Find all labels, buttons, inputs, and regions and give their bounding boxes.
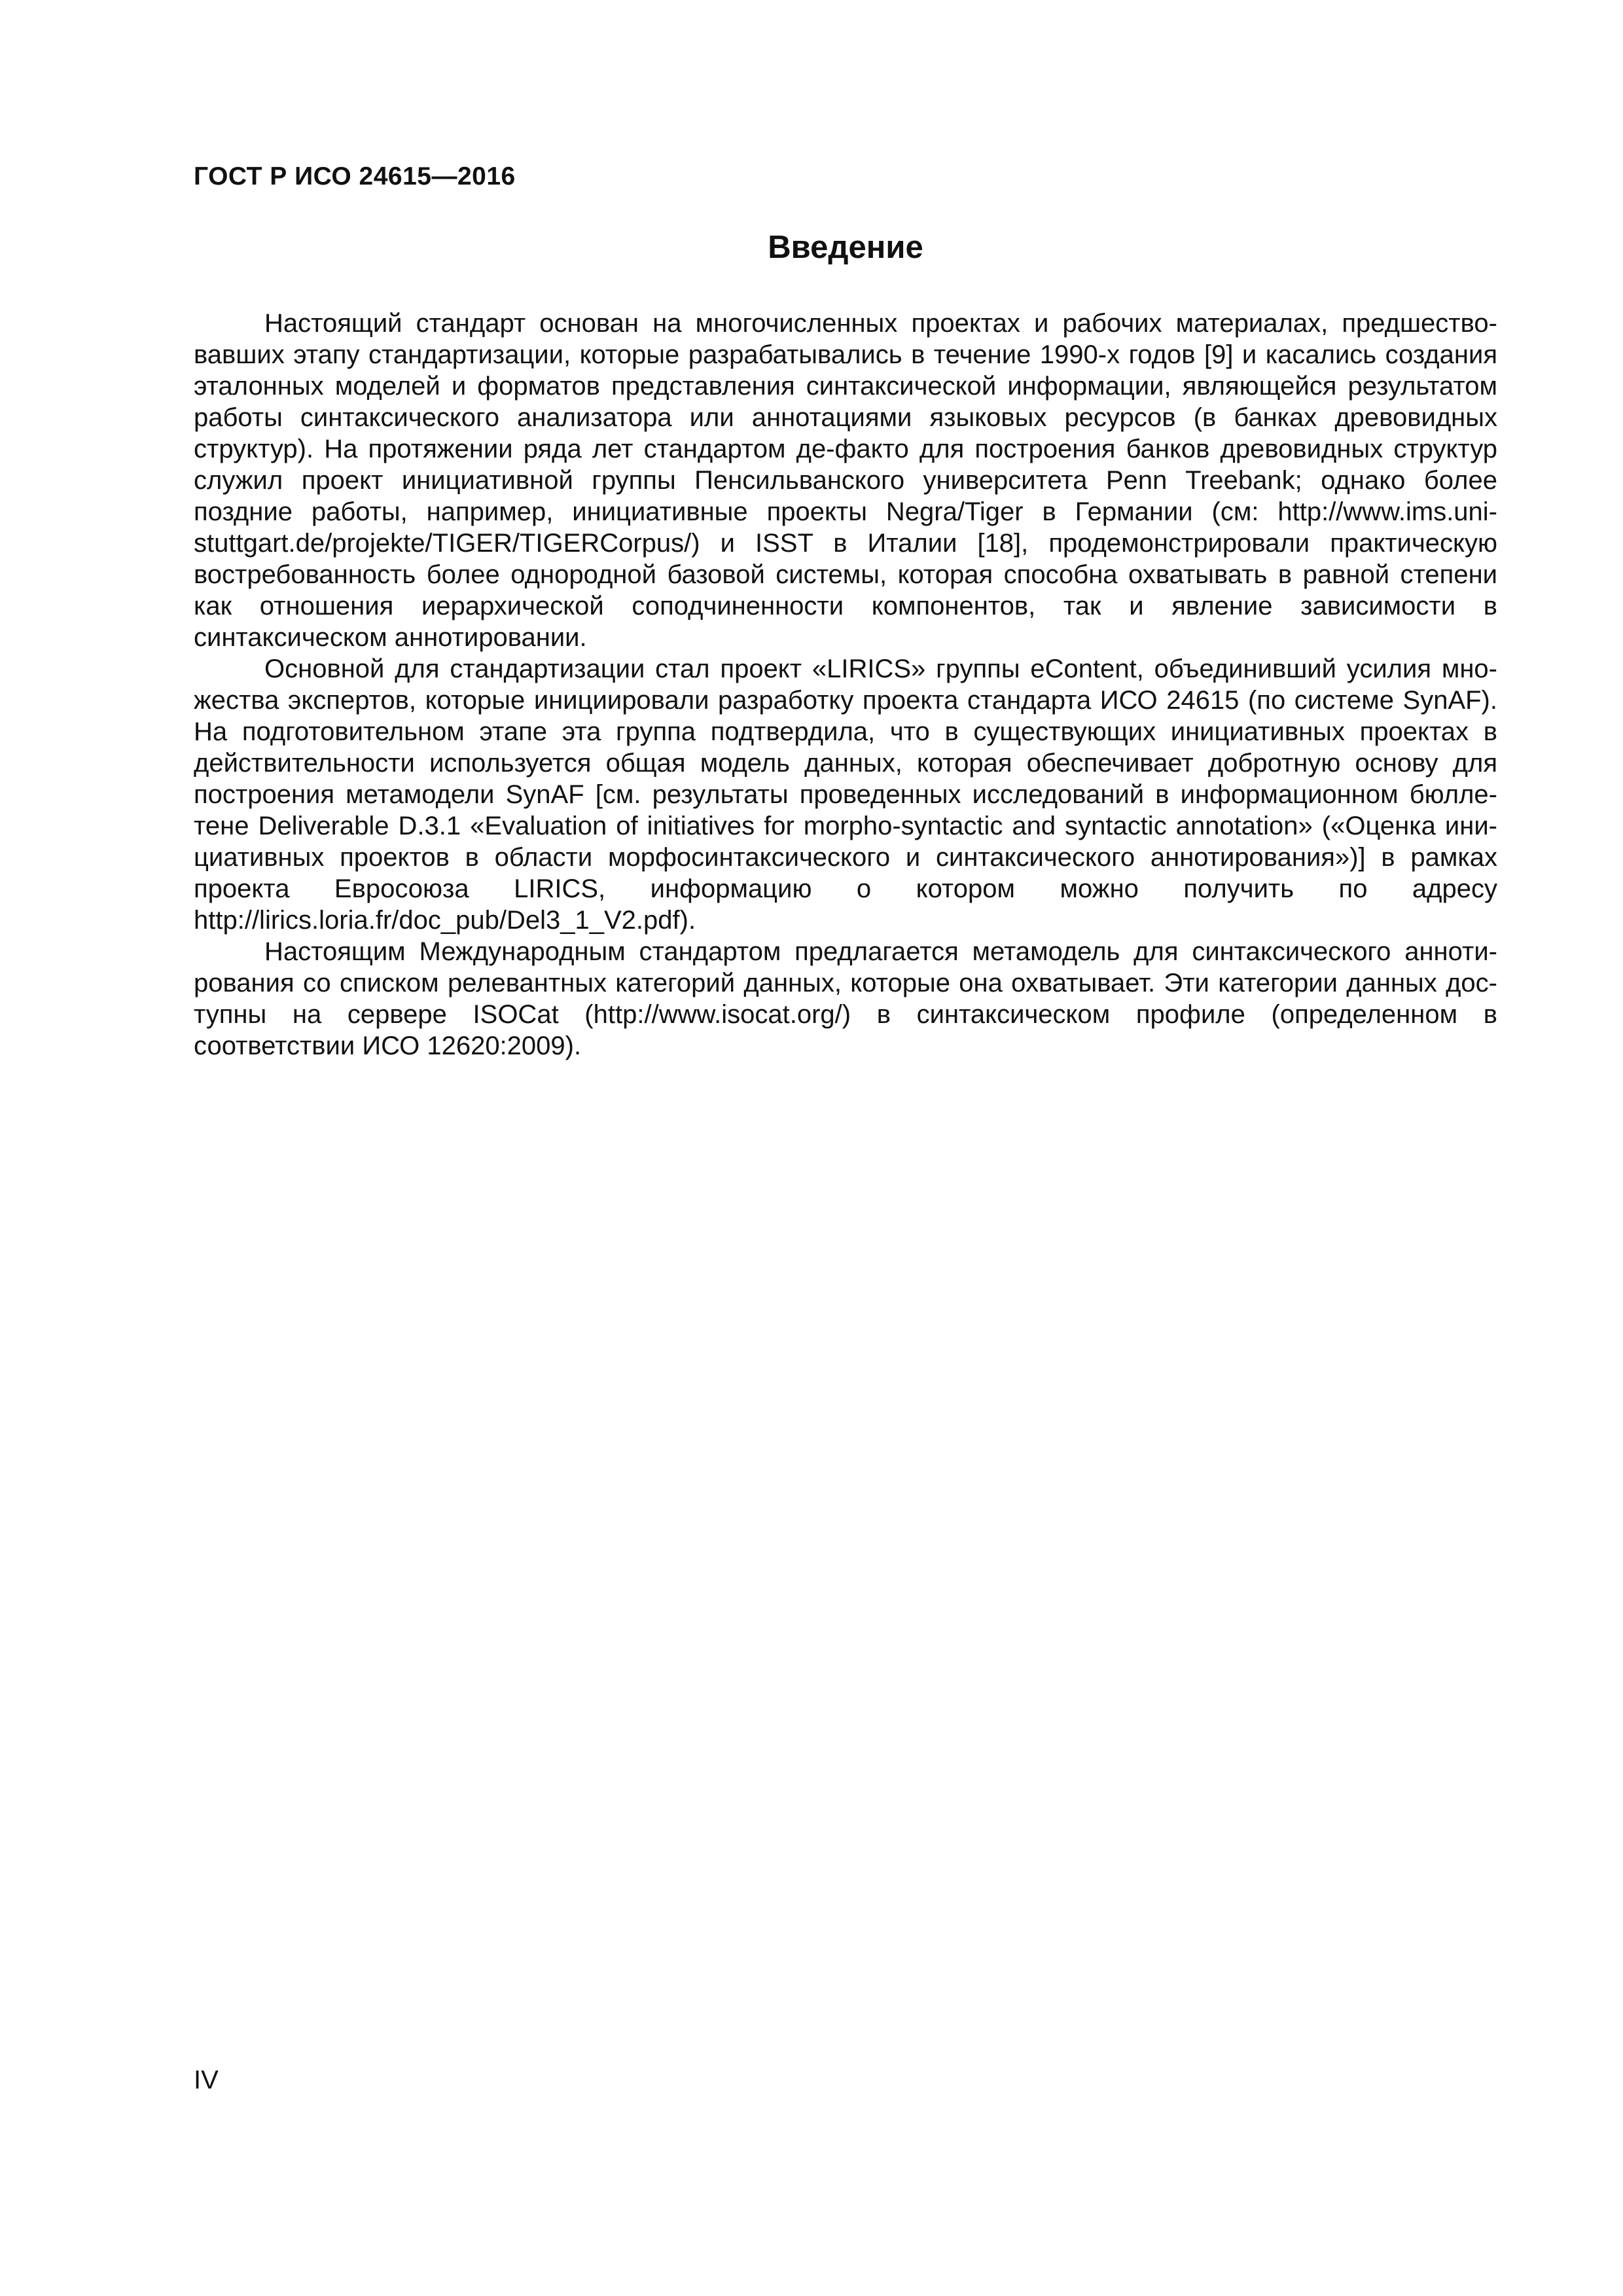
- section-title: Введение: [768, 230, 923, 265]
- body-text: [194, 308, 1497, 1062]
- paragraph-3: Настоящим Международным стандартом предлагается метамодель для синтаксического аннотирования со списком релевантных категорий данных, которые она охватывает. Эти категории данных доступны на сервере ISOCat (http://www.isocat.org/) в синтаксическом профиле (определенном в соответствии ИСО 12620:2009).: [194, 937, 1497, 1060]
- running-header: ГОСТ Р ИСО 24615—2016: [194, 162, 516, 190]
- page-number: IV: [194, 2066, 219, 2094]
- paragraph-2: Основной для стандартизации стал проект «LIRICS» группы eContent, объединивший усилия множества экспертов, которые инициировали разработку проекта стандарта ИСО 24615 (по системе SynAF). На подготовительном этапе эта группа подтвердила, что в существующих инициативных проектах в действительности используется общая модель данных, которая обеспечивает добротную основу для построения метамодели SynAF [см. результаты проведенных исследований в информационном бюллетене Deliverable D.3.1 «Evaluation of initiatives for morpho-syntactic and syntactic annotation» («Оценка инициативных проектов в области морфосинтаксического и синтаксического аннотирования»)] в рамках проекта Евросоюза LIRICS, информацию о котором можно получить по адресу http://lirics.loria.fr/doc_pub/Del3_1_V2.pdf).: [194, 655, 1497, 935]
- paragraph-1: Настоящий стандарт основан на многочисленных проектах и рабочих материалах, предшествовавших этапу стандартизации, которые разрабатывались в течение 1990-х годов [9] и касались создания эталонных моделей и форматов представления синтаксической информации, являющейся результатом работы синтаксического анализатора или аннотациями языковых ресурсов (в банках древовидных структур). На протяжении ряда лет стандартом де-факто для построения банков древовидных структур служил проект инициативной группы Пенсильванского университета Penn Treebank; однако более поздние работы, например, инициативные проекты Negra/Tiger в Германии (см: http://www.ims.uni-stuttgart.de/projekte/TIGER/TIGERCorpus/) и ISST в Италии [18], продемонстрировали практическую востребованность более однородной базовой системы, которая способна охватывать в равной степени как отношения иерархической соподчиненности компонентов, так и явление зависимости в синтаксическом аннотировании.: [194, 309, 1497, 652]
